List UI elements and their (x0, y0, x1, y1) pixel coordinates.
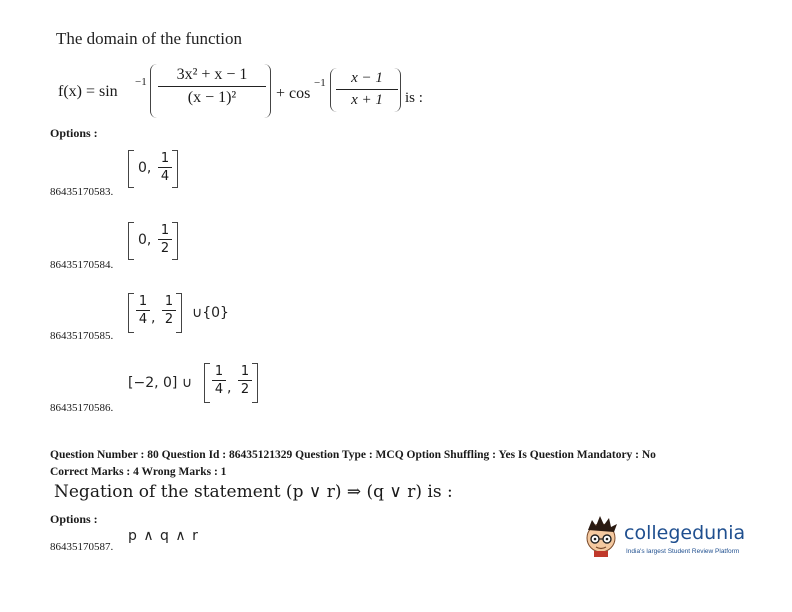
option-5-id: 86435170587. (50, 541, 114, 553)
option-2-left: 0, (138, 232, 152, 248)
bracket-left (128, 222, 134, 260)
option-4-prefix: [−2, 0] ∪ (128, 375, 193, 391)
fraction-1 (158, 66, 266, 107)
question-text: The domain of the function (56, 29, 243, 48)
option-3-fraction-2: 1 2 (162, 294, 176, 327)
fraction-2 (336, 70, 398, 109)
paren-right-2 (394, 68, 401, 112)
bracket-left (128, 150, 134, 188)
mascot-icon (582, 512, 622, 558)
fraction-2-numerator: x − 1 (351, 70, 383, 86)
options-label-2: Options : (50, 512, 98, 526)
paren-left (150, 64, 157, 118)
formula-inverse-sup: −1 (135, 76, 147, 88)
bracket-right (172, 222, 178, 260)
bracket-right (172, 150, 178, 188)
option-5-text: p ∧ q ∧ r (128, 528, 199, 544)
option-1-left: 0, (138, 160, 152, 176)
bracket-left (128, 293, 134, 333)
formula-lhs: f(x) = sin (58, 83, 118, 100)
options-label: Options : (50, 126, 98, 140)
option-2-id: 86435170584. (50, 259, 114, 271)
option-3-fraction-1: 1 4 (136, 294, 150, 327)
bracket-left (204, 363, 210, 403)
bracket-right (252, 363, 258, 403)
option-4-fraction-2: 1 2 (238, 364, 252, 397)
option-3-suffix: ∪{0} (192, 305, 229, 321)
logo-name: collegedunia (624, 522, 746, 544)
question-2-text: Negation of the statement (p ∨ r) ⇒ (q ∨ r) is : (54, 482, 453, 502)
logo-tagline: India's largest Student Review Platform (626, 548, 740, 555)
paren-right (264, 64, 271, 118)
collegedunia-logo (582, 512, 752, 560)
question-meta-line-2: Correct Marks : 4 Wrong Marks : 1 (50, 466, 227, 478)
option-4-id: 86435170586. (50, 402, 114, 414)
fraction-1-denominator: (x − 1)² (187, 89, 237, 106)
formula-plus-cos: + cos (276, 85, 311, 102)
formula-tail: is : (405, 90, 423, 106)
formula-inverse-sup-2: −1 (314, 77, 326, 89)
bracket-right (176, 293, 182, 333)
option-1-id: 86435170583. (50, 186, 114, 198)
option-1-fraction: 1 4 (158, 151, 172, 184)
fraction-2-denominator: x + 1 (351, 92, 383, 108)
option-3-id: 86435170585. (50, 330, 114, 342)
option-4-fraction-1: 1 4 (212, 364, 226, 397)
option-2-fraction: 1 2 (158, 223, 172, 256)
fraction-1-numerator: 3x² + x − 1 (176, 66, 248, 83)
question-meta-line-1: Question Number : 80 Question Id : 86435121329 Question Type : MCQ Option Shuffling : Yes Is Question Mandatory : No (50, 449, 656, 461)
